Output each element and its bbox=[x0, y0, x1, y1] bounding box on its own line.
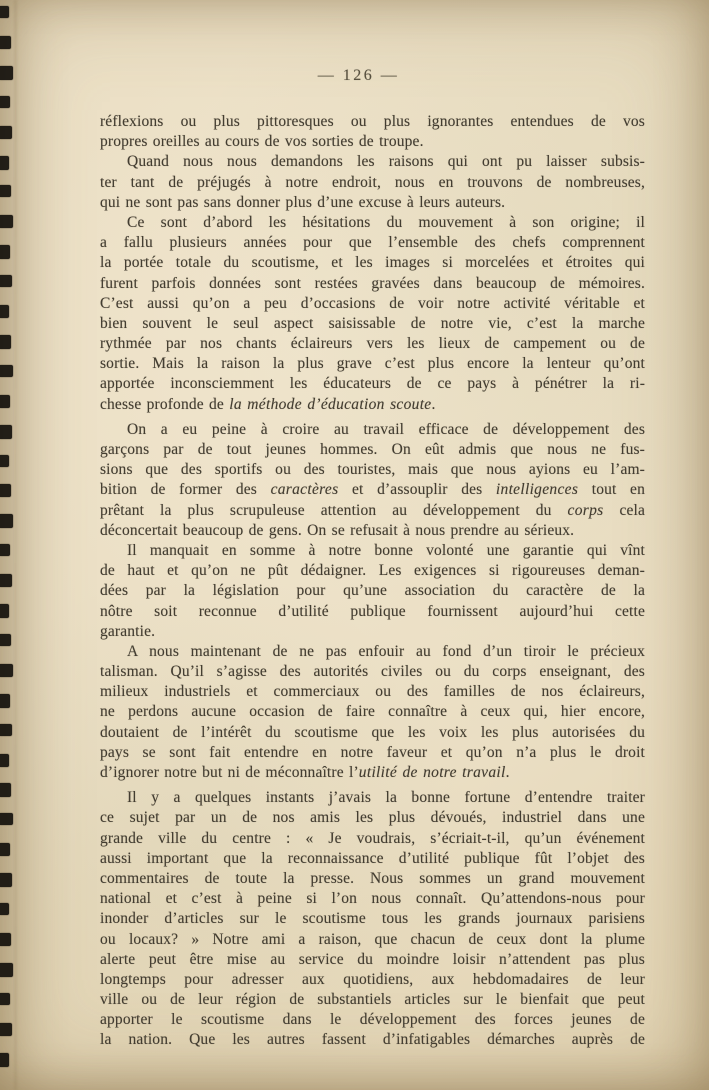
paragraph bbox=[100, 541, 645, 642]
text-line: prêtant la plus scrupuleuse attention au développement du corps cela bbox=[100, 501, 645, 519]
film-edge-mark bbox=[0, 993, 10, 1005]
film-edge-mark bbox=[0, 514, 13, 528]
text-line: d’ignorer notre but ni de méconnaître l’utilité de notre travail. bbox=[100, 764, 510, 781]
text-line: pays se sont fait entendre en notre faveur et qu’on n’a plus le droit bbox=[100, 743, 645, 761]
text-line: bien souvent le seul aspect saisissable de notre vie, c’est la marche bbox=[100, 314, 645, 332]
paragraph bbox=[100, 112, 645, 152]
text-line: garantie. bbox=[100, 622, 156, 640]
text-line: C’est aussi qu’on a peu d’occasions de voir notre activité véritable et bbox=[100, 294, 645, 312]
film-edge-mark bbox=[0, 544, 10, 556]
text-line: déconcertait beaucoup de gens. On se refusait à nous prendre au sérieux. bbox=[100, 521, 575, 539]
text-line: national et c’est à peine si l’on nous connaît. Qu’attendons-nous pour bbox=[100, 890, 645, 908]
text-line: la nation. Que les autres fassent d’infatigables démarches auprès de bbox=[100, 1031, 645, 1049]
film-edge-mark bbox=[0, 813, 13, 825]
film-edge-mark bbox=[0, 1023, 12, 1036]
paragraph bbox=[100, 642, 645, 783]
text-line: furent parfois données sont restées gravées dans beaucoup de mémoires. bbox=[100, 274, 645, 292]
text-line: nôtre soit reconnue d’utilité publique fournissent aujourd’hui cette bbox=[100, 602, 645, 620]
text-line: alerte peut être mise au service du moindre loisir n’attendent pas plus bbox=[100, 950, 645, 968]
text-line: ce sujet par un de nos amis les plus dévoués, industriel dans une bbox=[100, 809, 645, 827]
film-edge-mark bbox=[0, 66, 13, 80]
page-number: — 126 — bbox=[317, 67, 400, 84]
text-line: A nous maintenant de ne pas enfouir au fond d’un tiroir le précieux bbox=[127, 642, 645, 660]
text-line: ville ou de leur région de substantiels articles sur le bienfait que peut bbox=[100, 991, 645, 1009]
film-edge-mark bbox=[0, 275, 12, 287]
film-edge-mark bbox=[0, 903, 9, 915]
film-edge-mark bbox=[0, 664, 13, 677]
film-edge-mark bbox=[0, 963, 13, 977]
paragraph bbox=[100, 788, 645, 1050]
film-edge-mark bbox=[0, 36, 11, 49]
text-line: de haut et qu’on ne pût dédaigner. Les exigences si rigoureuses deman- bbox=[100, 562, 645, 580]
text-line: dées par la législation pour qu’une association du caractère de la bbox=[100, 582, 645, 600]
text-line: doutaient de l’intérêt du scoutisme que les voix les plus autorisées du bbox=[100, 723, 645, 741]
text-line: inonder d’articles sur le scoutisme tous les grands journaux parisiens bbox=[100, 910, 645, 928]
paragraph bbox=[100, 420, 645, 541]
text-line: talisman. Qu’il s’agisse des autorités civiles ou du corps enseignant, des bbox=[100, 663, 645, 681]
film-edge-mark bbox=[0, 574, 12, 587]
film-edge-mark bbox=[0, 425, 12, 439]
text-line: grande ville du centre : « Je voudrais, s’écriait-t-il, qu’un événement bbox=[100, 829, 645, 847]
text-line: qui ne sont pas sans donner plus d’une excuse à leurs auteurs. bbox=[100, 193, 506, 211]
text-line: chesse profonde de la méthode d’éducation scoute. bbox=[100, 395, 436, 413]
scan-edge-marks bbox=[0, 0, 16, 1090]
text-line: ter tant de préjugés à notre endroit, nous en trouvons de nombreuses, bbox=[100, 173, 645, 191]
film-edge-mark bbox=[0, 843, 10, 856]
text-line: propres oreilles au cours de vos sorties de troupe. bbox=[100, 133, 424, 151]
text-line: Quand nous nous demandons les raisons qui ont pu laisser subsis- bbox=[127, 153, 645, 171]
film-edge-mark bbox=[0, 783, 11, 797]
text-line: rythmée par nos chants éclaireurs vers les lieux de campement ou de bbox=[100, 335, 645, 353]
text-line: la portée totale du scoutisme, et les images si morcelées et étroites qui bbox=[100, 254, 645, 272]
text-line: longtemps pour adresser aux quotidiens, aux hebdomadaires de leur bbox=[100, 970, 645, 988]
film-edge-mark bbox=[0, 185, 11, 197]
film-edge-mark bbox=[0, 215, 13, 228]
film-edge-mark bbox=[0, 245, 10, 259]
text-line: commentaires de toute la presse. Nous sommes un grand mouvement bbox=[100, 869, 645, 887]
text-line: Il y a quelques instants j’avais la bonne fortune d’entendre traiter bbox=[127, 789, 645, 807]
text-line: apporter le scoutisme dans le développement des forces jeunes de bbox=[100, 1011, 645, 1029]
film-edge-mark bbox=[0, 754, 9, 767]
text-line: apportée inconsciemment les éducateurs de ce pays à pénétrer la ri- bbox=[100, 375, 645, 393]
text-line: On a eu peine à croire au travail efficace de développement des bbox=[127, 420, 645, 438]
text-line: réflexions ou plus pittoresques ou plus ignorantes entendues de vos bbox=[100, 113, 645, 130]
paragraph bbox=[100, 152, 645, 213]
film-edge-mark bbox=[0, 305, 9, 318]
text-line: sions que des sportifs ou des touristes, mais que nous ayions eu l’am- bbox=[100, 461, 645, 479]
text-line: garçons par de tout jeunes hommes. On eût admis que nous ne fus- bbox=[100, 441, 645, 458]
text-line: ne perdons aucune occasion de faire connaître à ceux qui, hier encore, bbox=[100, 703, 645, 721]
film-edge-mark bbox=[0, 634, 11, 646]
text-line: Ce sont d’abord les hésitations du mouvement à son origine; il bbox=[127, 213, 645, 231]
film-edge-mark bbox=[0, 724, 12, 736]
paragraph bbox=[100, 213, 645, 415]
film-edge-mark bbox=[0, 126, 12, 139]
page-text-block bbox=[100, 112, 645, 1051]
film-edge-mark bbox=[0, 6, 9, 18]
text-line: Il manquait en somme à notre bonne volonté une garantie qui vînt bbox=[127, 541, 645, 559]
film-edge-mark bbox=[0, 365, 13, 377]
film-edge-mark bbox=[0, 1053, 9, 1067]
film-edge-mark bbox=[0, 873, 12, 887]
text-line: ou locaux? » Notre ami a raison, que chacun de ceux dont la plume bbox=[100, 930, 645, 948]
text-line: milieux industriels et commerciaux ou des familles de nos éclaireurs, bbox=[100, 683, 645, 701]
film-edge-mark bbox=[0, 933, 11, 946]
text-line: aussi important que la reconnaissance d’utilité publique fût l’objet des bbox=[100, 849, 645, 867]
film-edge-mark bbox=[0, 335, 11, 349]
film-edge-mark bbox=[0, 484, 11, 497]
text-line: a fallu plusieurs années pour que l’ensemble des chefs comprennent bbox=[100, 234, 645, 252]
film-edge-mark bbox=[0, 604, 9, 618]
film-edge-mark bbox=[0, 156, 9, 170]
text-line: bition de former des caractères et d’assouplir des intelligences tout en bbox=[100, 481, 645, 499]
text-line: sortie. Mais la raison la plus grave c’est plus encore la lenteur qu’ont bbox=[100, 355, 645, 373]
film-edge-mark bbox=[0, 694, 10, 708]
film-edge-mark bbox=[0, 395, 10, 408]
film-edge-mark bbox=[0, 96, 10, 108]
film-edge-mark bbox=[0, 455, 9, 467]
